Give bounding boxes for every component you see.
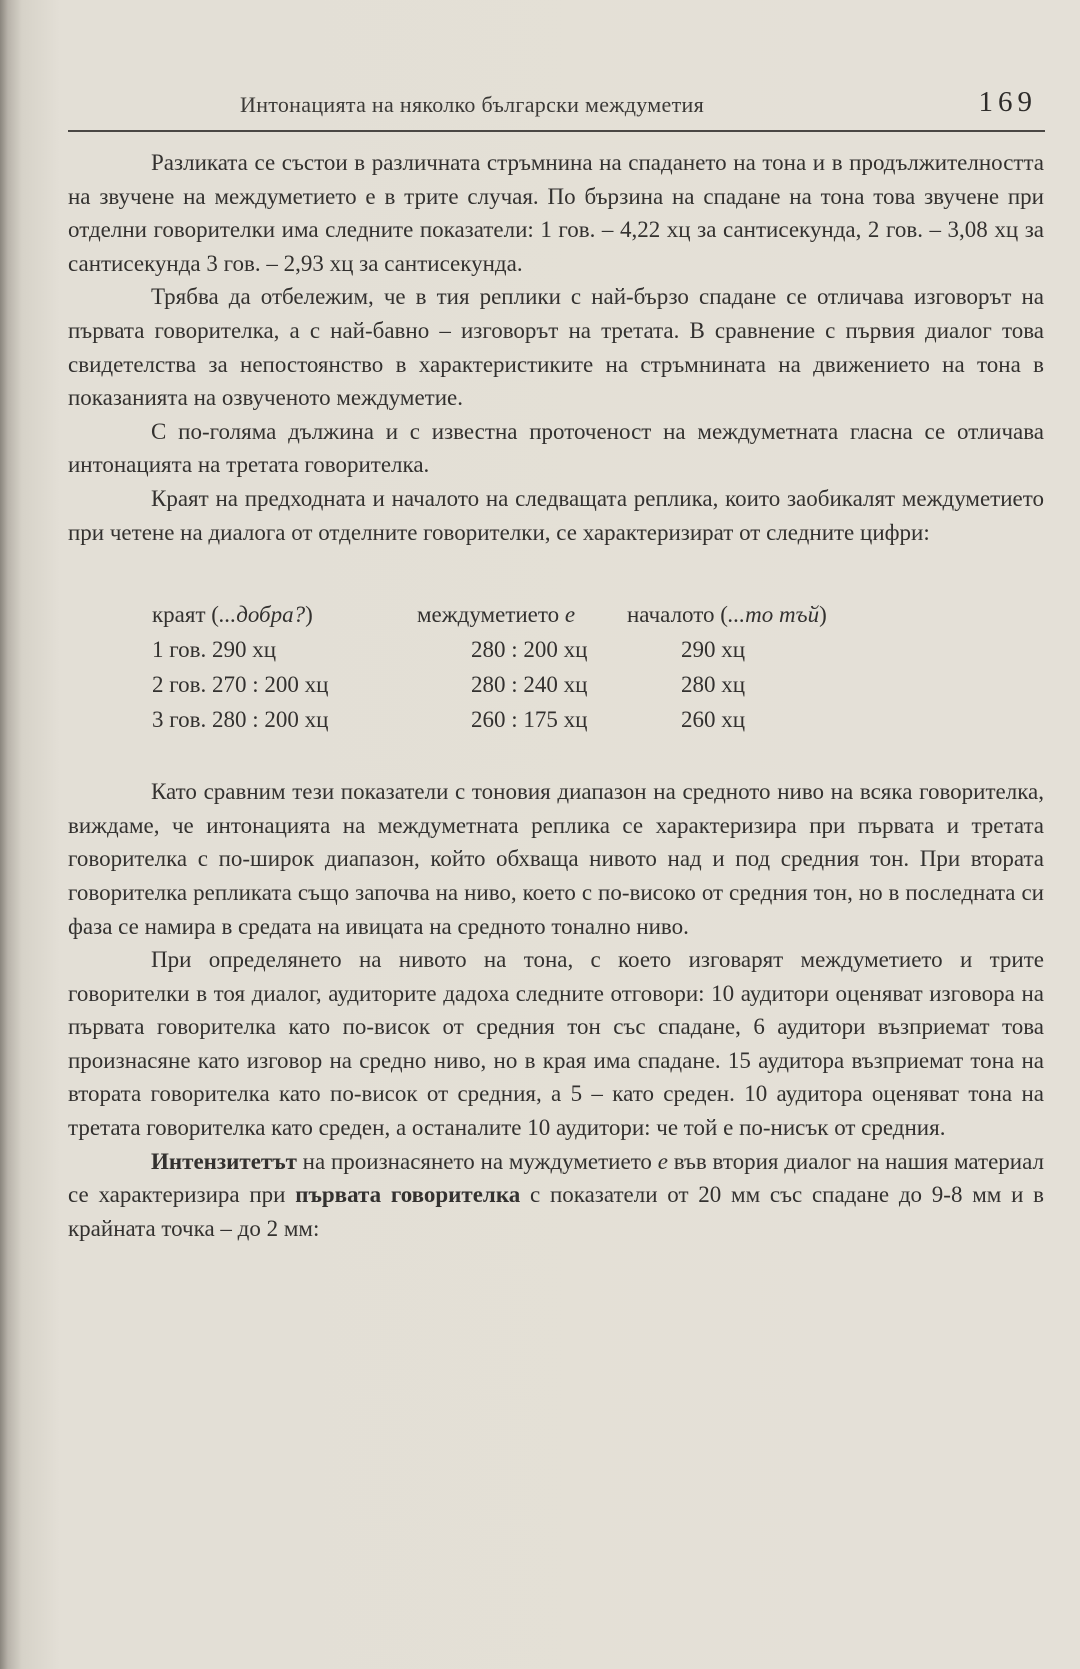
- cell-start: 280 хц: [681, 671, 746, 697]
- bold-term-intensity: Интензитетът: [151, 1148, 297, 1174]
- header-interjection: междуметието е: [417, 601, 576, 627]
- running-header: [68, 86, 1045, 132]
- cell-interjection: 280 : 200 хц: [471, 636, 588, 662]
- paragraph-7: Интензитетът на произнасянето на муждуметието е във втория диалог на нашия материал се характеризира при първата говорителка с показатели от 20 мм със спадане до 9-8 мм и в крайната точка – до 2 мм:: [68, 1148, 1044, 1241]
- table-row: [152, 702, 827, 737]
- header-start-of-phrase: началото (...то тъй): [627, 601, 827, 627]
- paragraph-1: Разликата се състои в различната стръмнина на спадането на тона и в продължителността на звучене на междуметието е в трите случая. По бързина на спадане на тона това звучене при отделни говорителки има следните показатели: 1 гов. – 4,22 хц за сантисекунда, 2 гов. – 3,08 хц за сантисекунда 3 гов. – 2,93 хц за сантисекунда.: [68, 150, 1044, 276]
- body-text: [68, 146, 1044, 1245]
- paragraph-3: С по-голяма дължина и с известна проточеност на междуметната гласна се отличава интонацията на третата говорителка.: [68, 418, 1044, 478]
- cell-speaker: 1 гов. 290 хц: [152, 636, 277, 662]
- cell-start: 290 хц: [681, 636, 746, 662]
- paragraph-4: Краят на предходната и началото на следващата реплика, които заобикалят междуметието при четене на диалога от отделните говорителки, се характеризират от следните цифри:: [68, 485, 1044, 545]
- paragraph-5: Като сравним тези показатели с тоновия диапазон на средното ниво на всяка говорителка, виждаме, че интонацията на междуметната реплика се характеризира при първата и третата говорителка с по-широк диапазон, който обхваща нивото над и под средния тон. При втората говорителка репликата също започва на ниво, което с по-високо от средния тон, но в последната си фаза се намира в средата на ивицата на средното тонално ниво.: [68, 779, 1044, 939]
- paragraph-6: При определянето на нивото на тона, с което изговарят междуметието и трите говорителки в тоя диалог, аудиторите дадоха следните отговори: 10 аудитори оценяват изговора на първата говорителка като по-висок от средния тон със спадане, 6 аудитори възприемат това произнасяне като изговор на средно ниво, но в края има спадане. 15 аудитора възприемат тона на втората говорителка като по-висок от средния, а 5 – като среден. 10 аудитора оценяват тона на третата говорителка като среден, а останалите 10 аудитори: че той е по-нисък от средния.: [68, 947, 1044, 1141]
- cell-speaker: 3 гов. 280 : 200 хц: [152, 706, 329, 732]
- running-title: Интонацията на няколко български междуметия: [240, 92, 704, 117]
- header-end-of-phrase: краят (...добра?): [152, 601, 313, 627]
- cell-start: 260 хц: [681, 706, 746, 732]
- bold-first-speaker: първата говорителка: [295, 1182, 521, 1208]
- cell-interjection: 280 : 240 хц: [471, 671, 588, 697]
- page-number: 169: [978, 86, 1037, 118]
- italic-interjection: е: [657, 1148, 668, 1174]
- table-header-row: [152, 597, 827, 632]
- pitch-table: [152, 597, 827, 737]
- cell-speaker: 2 гов. 270 : 200 хц: [152, 671, 329, 697]
- paragraph-2: Трябва да отбележим, че в тия реплики с най-бързо спадане се отличава изговорът на първата говорителка, а с най-бавно – изговорът на третата. В сравнение с първия диалог това свидетелства за непостоянство в характеристиките на стръмнината на движението на тона в показанията на озвученото междуметие.: [68, 284, 1044, 411]
- table-row: [152, 667, 827, 702]
- table-row: [152, 632, 827, 667]
- cell-interjection: 260 : 175 хц: [471, 706, 588, 732]
